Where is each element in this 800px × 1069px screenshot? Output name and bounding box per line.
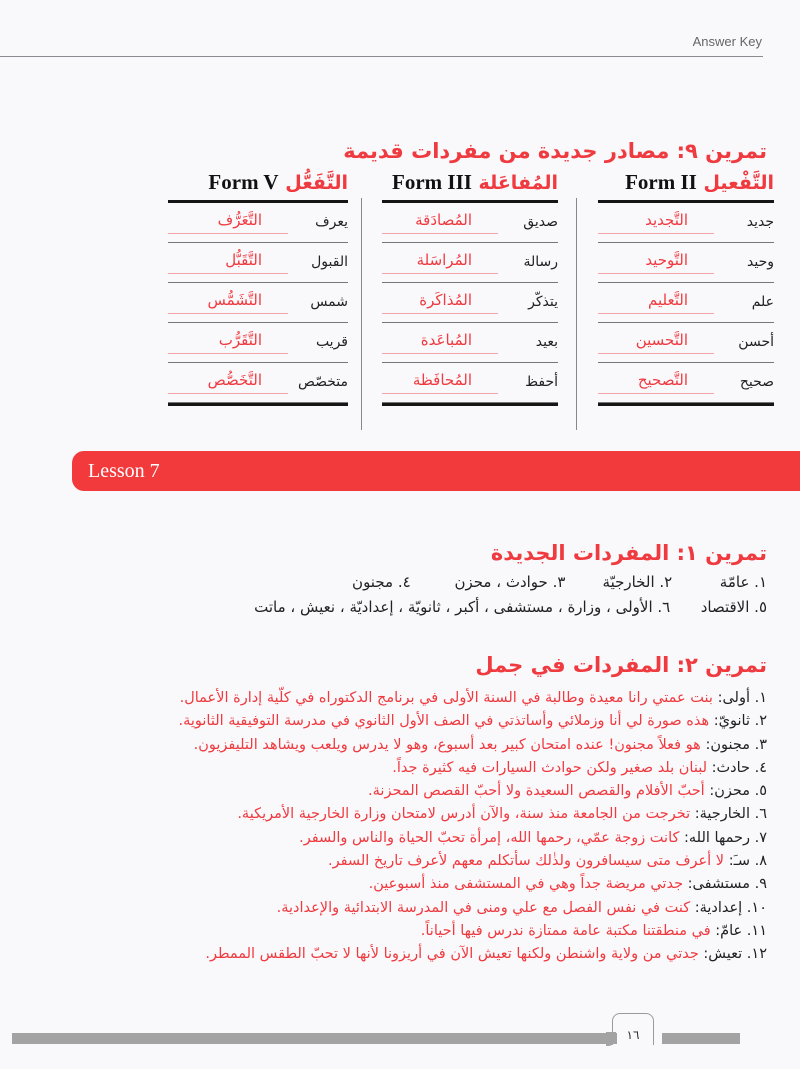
base-word: يتذكّر xyxy=(528,294,558,310)
sentence-keyword: ٤. حادث: xyxy=(711,759,767,776)
vocab-answer: ٢. الخارجيّة xyxy=(602,573,673,591)
sentence-keyword: ٣. مجنون: xyxy=(705,736,767,753)
answer-word: التَّقَرُّب xyxy=(168,331,288,354)
exercise-1-line-1 xyxy=(352,573,767,591)
form-row xyxy=(598,243,774,283)
exercise-1-line-2 xyxy=(254,598,767,616)
sentence-keyword: ٦. الخارجية: xyxy=(694,806,767,823)
sentence-item xyxy=(178,920,767,943)
form-row xyxy=(598,283,774,323)
form-row xyxy=(168,203,348,243)
form-row xyxy=(598,323,774,363)
sentence-text: كنت في نفس الفصل مع علي ومنى في المدرسة الابتدائية والإعدادية. xyxy=(276,899,691,916)
sentence-item xyxy=(178,734,767,757)
form-name-arabic: التَّفَعُّل xyxy=(285,172,348,194)
sentence-text: في منطقتنا مكتبة عامة ممتازة ندرس فيها أحياناً. xyxy=(420,922,711,939)
answer-word: المُباعَدة xyxy=(382,331,498,354)
base-word: شمس xyxy=(310,294,348,310)
sentence-item xyxy=(178,850,767,873)
forms-table xyxy=(92,170,774,430)
sentence-item xyxy=(178,873,767,896)
base-word: علم xyxy=(751,294,774,310)
base-word: صديق xyxy=(523,214,558,230)
sentence-item xyxy=(178,780,767,803)
column-divider xyxy=(361,198,362,430)
vocab-answer: ٦. الأولى ، وزارة ، مستشفى ، أكبر ، ثانويّة ، إعداديّة ، نعيش ، ماتت xyxy=(254,598,671,616)
sentence-text: جدتي من ولاية واشنطن ولكنها تعيش الآن في أريزونا لأنها لا تحبّ الطقس الممطر. xyxy=(205,946,699,963)
form-row xyxy=(382,243,558,283)
lesson-banner xyxy=(72,451,800,491)
base-word: أحسن xyxy=(738,334,774,350)
form-row xyxy=(382,283,558,323)
sentence-text: تخرجت من الجامعة منذ سنة، والآن أدرس لامتحان وزارة الخارجية الأمريكية. xyxy=(237,806,691,823)
header-rule xyxy=(0,56,763,57)
form-column-v xyxy=(168,170,348,406)
answer-word: المُحافَظة xyxy=(382,371,498,394)
exercise-2-title: تمرين ٢: المفردات في جمل xyxy=(475,653,767,677)
form-column-header xyxy=(168,170,348,200)
form-row xyxy=(598,203,774,243)
form-row xyxy=(382,363,558,403)
sentence-text: كانت زوجة عمّي، رحمها الله، إمرأة تحبّ الحياة والناس والسفر. xyxy=(299,829,680,846)
form-name-english: Form V xyxy=(208,170,279,194)
sentence-keyword: ٧. رحمها الله: xyxy=(684,829,767,846)
running-head: Answer Key xyxy=(692,34,762,49)
form-column-ii xyxy=(598,170,774,406)
form-name-arabic: التَّفْعيل xyxy=(703,172,774,194)
form-row xyxy=(382,323,558,363)
answer-word: التَّعليم xyxy=(598,291,714,314)
answer-word: التَّوحيد xyxy=(598,251,714,274)
sentence-item xyxy=(178,710,767,733)
sentence-text: جدتي مريضة جداً وهي في المستشفى منذ أسبوعين. xyxy=(368,876,684,893)
base-word: بعيد xyxy=(535,334,558,350)
answer-word: التَّجديد xyxy=(598,211,714,234)
sentence-keyword: ١١. عامّ: xyxy=(715,922,767,939)
exercise-9-title: تمرين ٩: مصادر جديدة من مفردات قديمة xyxy=(343,139,767,163)
table-bottom-rule xyxy=(382,403,558,406)
answer-word: المُصادَقة xyxy=(382,211,498,234)
answer-word: التَّحسين xyxy=(598,331,714,354)
sentence-text: بنت عمتي رانا معيدة وطالبة في السنة الأولى في برنامج الدكتوراه في كلّية إدارة الأعمال. xyxy=(179,690,713,706)
form-column-iii xyxy=(382,170,558,406)
sentence-item xyxy=(178,687,767,710)
form-row xyxy=(168,243,348,283)
answer-word: التَّخَصُّص xyxy=(168,371,288,394)
sentence-text: هو فعلاً مجنون! عنده امتحان كبير بعد أسبوع، وهو لا يدرس ويلعب ويشاهد التليفزيون. xyxy=(193,736,701,753)
base-word: رسالة xyxy=(523,254,558,270)
form-column-header xyxy=(382,170,558,200)
footer-bar-right xyxy=(662,1033,740,1044)
sentence-keyword: ١٢. تعيش: xyxy=(703,946,767,963)
exercise-2-sentences xyxy=(178,687,767,967)
vocab-answer: ٣. حوادث ، محزن xyxy=(454,573,566,591)
sentence-keyword: ١. أولى: xyxy=(717,690,767,706)
base-word: القبول xyxy=(311,254,348,270)
vocab-answer: ٥. الاقتصاد xyxy=(700,598,767,616)
form-name-english: Form II xyxy=(625,170,697,194)
vocab-answer: ٤. مجنون xyxy=(352,573,411,591)
table-bottom-rule xyxy=(168,403,348,406)
answer-word: المُراسَلة xyxy=(382,251,498,274)
base-word: أحفظ xyxy=(525,374,558,390)
footer-bar-left xyxy=(12,1033,617,1044)
exercise-1-title: تمرين ١: المفردات الجديدة xyxy=(490,541,767,565)
sentence-item xyxy=(178,897,767,920)
page-number: ١٦ xyxy=(626,1028,640,1042)
sentence-keyword: ٥. محزن: xyxy=(709,783,767,800)
form-name-arabic: المُفاعَلة xyxy=(478,172,558,194)
base-word: متخصّص xyxy=(297,374,348,390)
form-row xyxy=(382,203,558,243)
base-word: صحيح xyxy=(739,374,774,390)
base-word: جديد xyxy=(746,214,774,230)
answer-word: التَّعَرُّف xyxy=(168,211,288,234)
sentence-text: هذه صورة لي أنا وزملائي وأساتذتي في الصف الأول الثانوي في مدرسة التوفيقية الثانوية. xyxy=(178,713,710,730)
form-row xyxy=(168,283,348,323)
sentence-item xyxy=(178,803,767,826)
base-word: قريب xyxy=(315,334,348,350)
answer-word: التَّقَبُّل xyxy=(168,251,288,274)
sentence-item xyxy=(178,757,767,780)
form-name-english: Form III xyxy=(392,170,472,194)
sentence-text: لا أعرف متى سيسافرون ولذٰلك سأتكلم معهم لأعرف تاريخ السفر. xyxy=(327,853,725,870)
table-bottom-rule xyxy=(598,403,774,406)
answer-word: التَّشَمُّس xyxy=(168,291,288,314)
sentence-keyword: ٩. مستشفى: xyxy=(687,876,767,893)
form-row xyxy=(168,323,348,363)
base-word: يعرف xyxy=(315,214,348,230)
vocab-answer: ١. عامّة xyxy=(719,573,767,591)
sentence-keyword: ٨. سـَ: xyxy=(728,853,767,870)
base-word: وحيد xyxy=(747,254,774,270)
form-row xyxy=(168,363,348,403)
sentence-text: أحبّ الأفلام والقصص السعيدة ولا أحبّ القصص المحزنة. xyxy=(368,783,705,800)
sentence-item xyxy=(178,943,767,966)
answer-word: المُذاكَرة xyxy=(382,291,498,314)
form-row xyxy=(598,363,774,403)
sentence-keyword: ١٠. إعدادية: xyxy=(694,899,767,916)
sentence-keyword: ٢. ثانويّ: xyxy=(713,713,767,730)
answer-word: التَّصحيح xyxy=(598,371,714,394)
form-column-header xyxy=(598,170,774,200)
sentence-item xyxy=(178,827,767,850)
lesson-label: Lesson 7 xyxy=(88,460,160,482)
sentence-text: لبنان بلد صغير ولكن حوادث السيارات فيه كثيرة جداً. xyxy=(392,759,707,776)
column-divider xyxy=(576,198,577,430)
